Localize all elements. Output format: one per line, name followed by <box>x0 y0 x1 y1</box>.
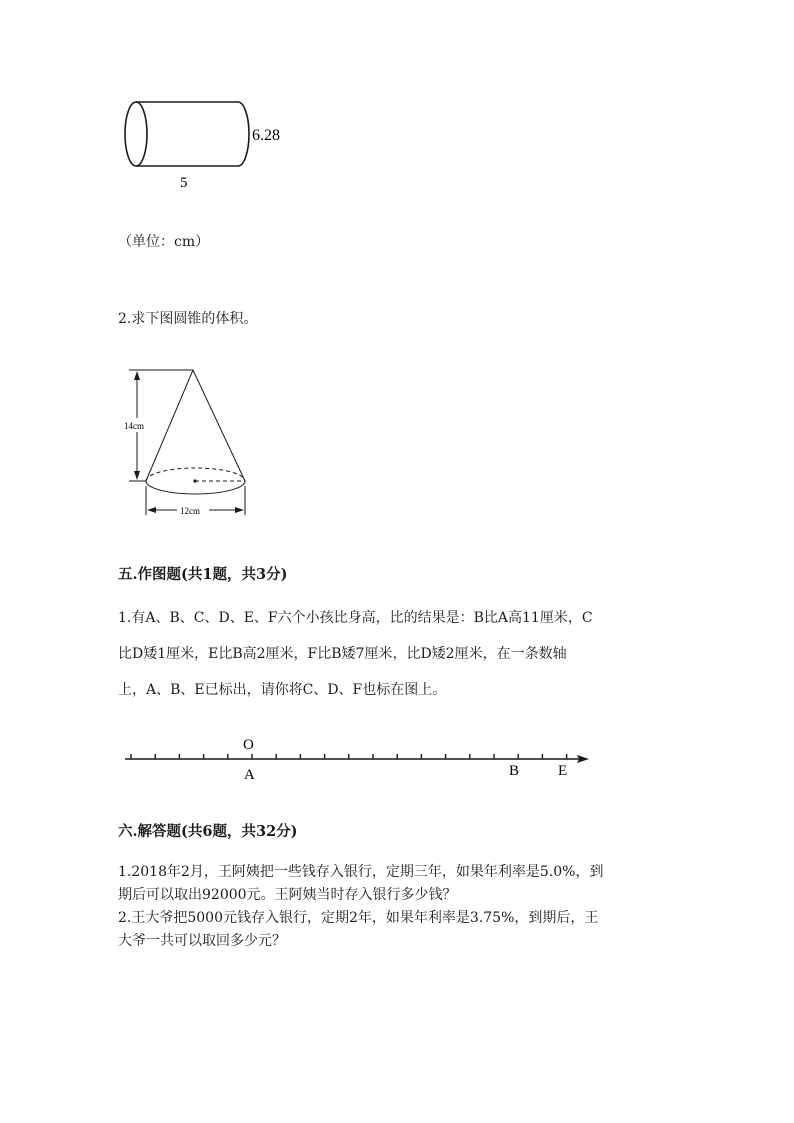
cylinder-length-label: 5 <box>180 175 188 191</box>
section-6-line-3: 2.王大爷把5000元钱存入银行，定期2年，如果年利率是3.75%，到期后，王 <box>118 910 599 926</box>
cylinder-left-base <box>125 102 147 166</box>
cylinder-figure <box>110 90 310 200</box>
question-cone-volume: 2.求下图圆锥的体积。 <box>118 311 258 327</box>
number-line-e-label: E <box>558 763 568 779</box>
section-6-line-1: 1.2018年2月，王阿姨把一些钱存入银行，定期三年，如果年利率是5.0%，到 <box>118 864 604 880</box>
section-6-questions <box>118 861 603 953</box>
cone-diameter-label: 12cm <box>180 506 200 516</box>
cone-base-back <box>146 468 245 481</box>
section-5-heading: 五.作图题(共1题，共3分) <box>118 566 288 583</box>
number-line-b-label: B <box>509 763 520 779</box>
cone-figure <box>115 360 265 525</box>
cone-left-slant <box>146 370 193 481</box>
cylinder-right-base <box>238 102 249 166</box>
section-6-line-4: 大爷一共可以取回多少元？ <box>118 933 286 949</box>
cone-center-dot <box>193 479 196 482</box>
section-6-line-2: 期后可以取出92000元。王阿姨当时存入银行多少钱？ <box>118 887 457 903</box>
cone-base-front <box>146 481 245 494</box>
number-line-a-label: A <box>244 767 255 783</box>
number-line <box>115 732 595 784</box>
unit-note: （单位：cm） <box>118 234 210 250</box>
section-6-heading: 六.解答题(共6题，共32分) <box>118 823 298 840</box>
section-5-line-3: 上，A、B、E已标出，请你将C、D、F也标在图上。 <box>118 682 447 698</box>
section-5-line-1: 1.有A、B、C、D、E、F六个小孩比身高，比的结果是：B比A高11厘米，C <box>118 610 593 626</box>
section-5-question <box>118 600 593 708</box>
cone-right-slant <box>193 370 245 481</box>
section-5-line-2: 比D矮1厘米，E比B高2厘米，F比B矮7厘米，比D矮2厘米，在一条数轴 <box>118 646 567 662</box>
number-line-origin-label: O <box>243 737 254 753</box>
cylinder-height-label: 6.28 <box>252 127 280 144</box>
cone-height-label: 14cm <box>124 421 144 431</box>
